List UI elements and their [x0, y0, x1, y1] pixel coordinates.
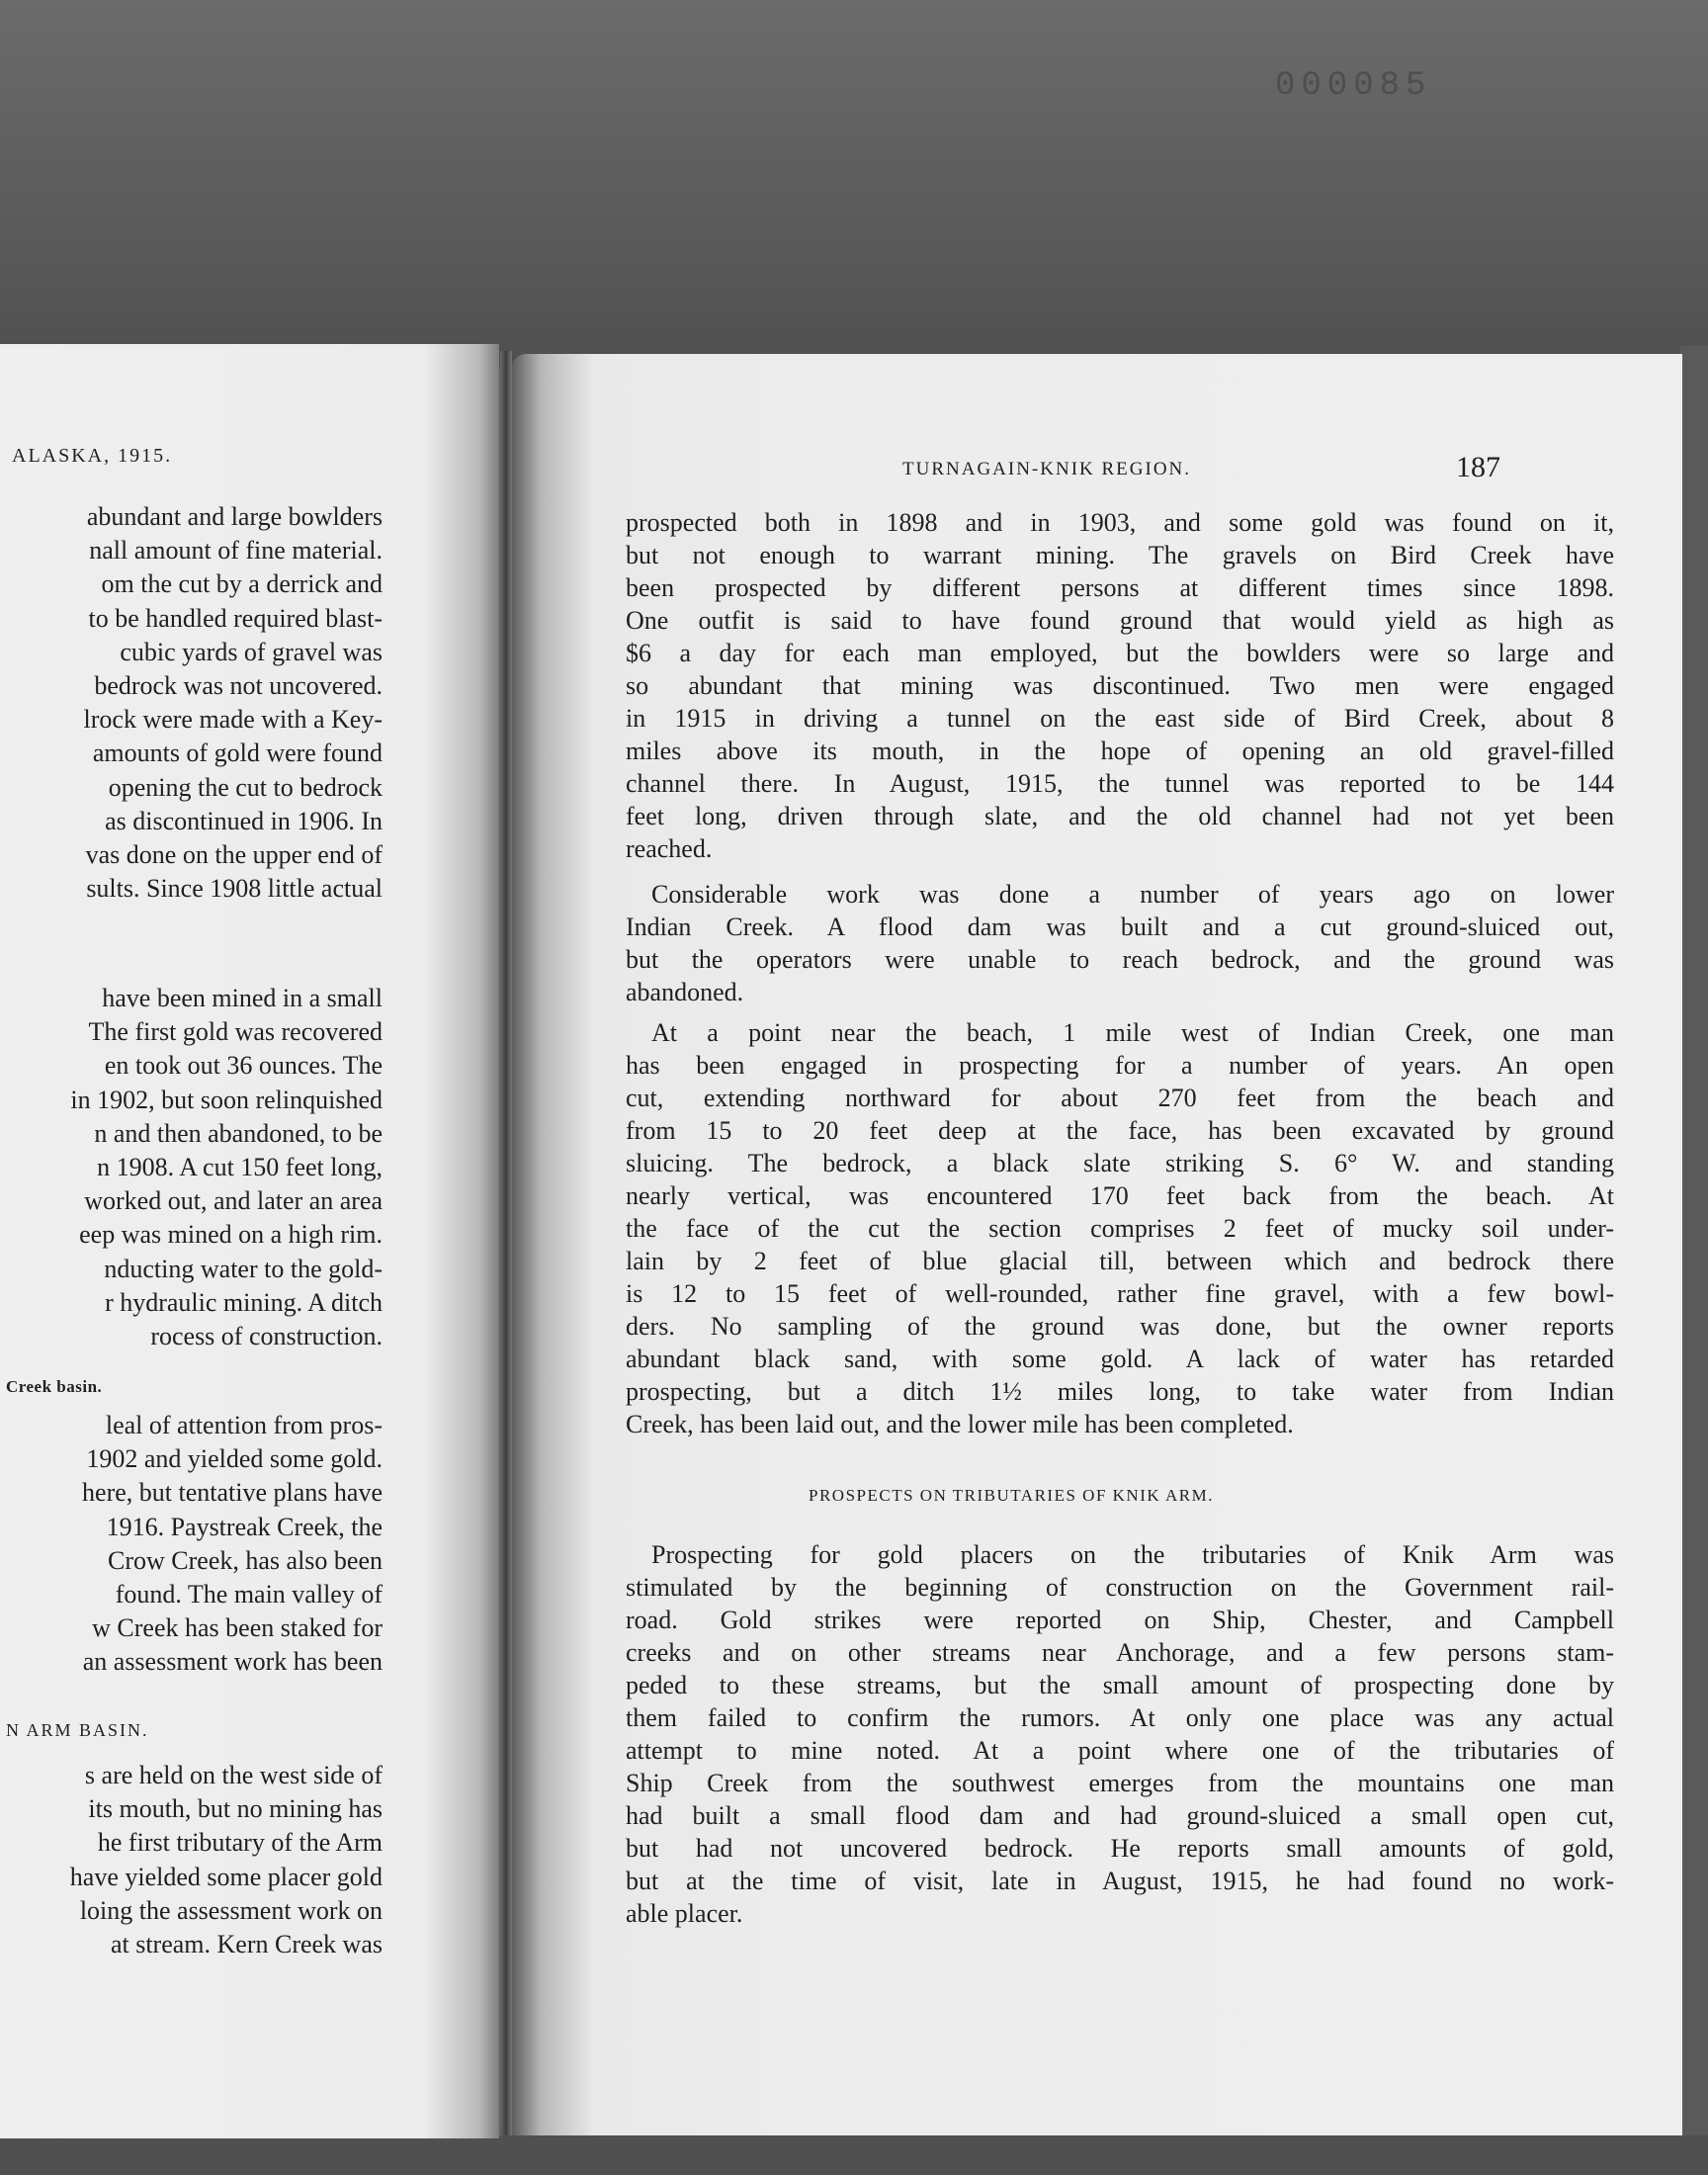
text-line: Prospecting for gold placers on the tributaries of Knik Arm was — [651, 1540, 1614, 1569]
left-text-line: amounts of gold were found — [92, 739, 383, 768]
text-line: prospecting, but a ditch 1½ miles long, to take water from Indian — [626, 1377, 1614, 1406]
left-text-line: have yielded some placer gold — [69, 1862, 383, 1891]
left-text-line: n 1908. A cut 150 feet long, — [97, 1153, 383, 1181]
text-line: but not enough to warrant mining. The gravels on Bird Creek have — [626, 541, 1614, 569]
text-line: creeks and on other streams near Anchorage, and a few persons stam- — [626, 1638, 1614, 1667]
text-line: been prospected by different persons at different times since 1898. — [626, 573, 1614, 602]
left-text-line: r hydraulic mining. A ditch — [105, 1287, 383, 1317]
text-line: but the operators were unable to reach bedrock, and the ground was — [626, 945, 1614, 974]
left-section-heading: N ARM BASIN. — [6, 1720, 149, 1740]
text-line: but had not uncovered bedrock. He reports small amounts of gold, — [626, 1834, 1614, 1863]
left-text-line: nducting water to the gold- — [104, 1254, 383, 1283]
left-text-line: n and then abandoned, to be — [94, 1118, 383, 1148]
left-text-line: bedrock was not uncovered. — [94, 671, 383, 700]
text-line: channel there. In August, 1915, the tunnel was reported to be 144 — [626, 769, 1614, 798]
left-text-line: en took out 36 ounces. The — [104, 1051, 383, 1081]
text-line: lain by 2 feet of blue glacial till, between which and bedrock there — [626, 1247, 1614, 1275]
text-line: reached. — [626, 834, 713, 863]
left-page — [0, 344, 499, 2138]
text-line: One outfit is said to have found ground that would yield as high as — [626, 606, 1614, 635]
text-line: nearly vertical, was encountered 170 feet back from the beach. At — [626, 1181, 1614, 1210]
paragraph-bird-creek — [626, 506, 1614, 865]
left-text-line: here, but tentative plans have — [82, 1478, 383, 1508]
text-line: is 12 to 15 feet of well-rounded, rather fine gravel, with a few bowl- — [626, 1279, 1614, 1308]
left-text-line: he first tributary of the Arm — [97, 1828, 383, 1858]
text-line: so abundant that mining was discontinued. Two men were engaged — [626, 671, 1614, 700]
text-line: prospected both in 1898 and in 1903, and some gold was found on it, — [626, 508, 1614, 537]
text-line: At a point near the beach, 1 mile west of Indian Creek, one man — [651, 1018, 1614, 1047]
left-text-line: eep was mined on a high rim. — [79, 1220, 383, 1250]
left-text-line: lrock were made with a Key- — [83, 705, 383, 735]
left-text-line: in 1902, but soon relinquished — [70, 1085, 383, 1114]
left-text-line: w Creek has been staked for — [92, 1613, 383, 1643]
paragraph-knik-arm — [626, 1538, 1614, 1930]
text-line: cut, extending northward for about 270 feet from the beach and — [626, 1084, 1614, 1112]
scanner-background-right — [1680, 346, 1708, 2135]
text-line: miles above its mouth, in the hope of opening an old gravel-filled — [626, 737, 1614, 765]
left-running-header: ALASKA, 1915. — [12, 445, 173, 467]
paragraph-indian-creek — [626, 878, 1614, 1008]
text-line: abundant black sand, with some gold. A lack of water has retarded — [626, 1345, 1614, 1373]
right-running-header: TURNAGAIN-KNIK REGION. — [902, 459, 1192, 479]
left-text-line: sults. Since 1908 little actual — [86, 874, 383, 904]
left-text-line: 1902 and yielded some gold. — [86, 1444, 383, 1474]
scanner-background-top — [0, 0, 1708, 368]
text-line: but at the time of visit, late in August, 1915, he had found no work- — [626, 1867, 1614, 1895]
left-text-line: Crow Creek, has also been — [108, 1545, 383, 1575]
text-line: $6 a day for each man employed, but the bowlders were so large and — [626, 639, 1614, 667]
left-text-line: 1916. Paystreak Creek, the — [106, 1512, 383, 1541]
text-line: feet long, driven through slate, and the old channel had not yet been — [626, 802, 1614, 830]
left-text-line: om the cut by a derrick and — [101, 569, 383, 599]
text-line: from 15 to 20 feet deep at the face, has been excavated by ground — [626, 1116, 1614, 1145]
text-line: peded to these streams, but the small amount of prospecting done by — [626, 1671, 1614, 1699]
text-line: them failed to confirm the rumors. At only one place was any actual — [626, 1703, 1614, 1732]
text-line: stimulated by the beginning of construction on the Government rail- — [626, 1573, 1614, 1602]
page-number: 187 — [1456, 451, 1500, 483]
left-text-line: abundant and large bowlders — [86, 502, 383, 531]
left-subheading: Creek basin. — [6, 1377, 103, 1396]
text-line: Creek, has been laid out, and the lower mile has been completed. — [626, 1410, 1294, 1438]
left-text-line: leal of attention from pros- — [105, 1411, 383, 1439]
left-text-line: to be handled required blast- — [88, 603, 383, 633]
left-text-line: opening the cut to bedrock — [108, 772, 383, 802]
left-text-line: vas done on the upper end of — [85, 840, 383, 869]
book-gutter — [500, 351, 512, 2135]
right-page — [512, 354, 1682, 2135]
paragraph-beach-prospect — [626, 1016, 1614, 1440]
text-line: abandoned. — [626, 978, 744, 1006]
text-line: has been engaged in prospecting for a number of years. An open — [626, 1051, 1614, 1080]
left-text-line: have been mined in a small — [102, 984, 383, 1012]
text-line: ders. No sampling of the ground was done, but the owner reports — [626, 1312, 1614, 1341]
left-text-line: an assessment work has been — [82, 1647, 383, 1677]
text-line: Indian Creek. A flood dam was built and a cut ground-sluiced out, — [626, 913, 1614, 941]
text-line: Considerable work was done a number of years ago on lower — [651, 880, 1614, 909]
text-line: Ship Creek from the southwest emerges from the mountains one man — [626, 1769, 1614, 1797]
left-text-line: its mouth, but no mining has — [88, 1794, 383, 1824]
left-text-line: The first gold was recovered — [88, 1017, 383, 1047]
left-text-line: found. The main valley of — [115, 1580, 383, 1609]
left-text-line: as discontinued in 1906. In — [105, 806, 383, 835]
left-text-line: loing the assessment work on — [79, 1895, 383, 1925]
text-line: able placer. — [626, 1899, 743, 1928]
left-text-line: rocess of construction. — [150, 1322, 383, 1350]
text-line: had built a small flood dam and had ground-sluiced a small open cut, — [626, 1801, 1614, 1830]
text-line: in 1915 in driving a tunnel on the east side of Bird Creek, about 8 — [626, 704, 1614, 733]
left-text-line: worked out, and later an area — [84, 1186, 383, 1216]
scan-stamp: 000085 — [1275, 67, 1432, 105]
text-line: attempt to mine noted. At a point where one of the tributaries of — [626, 1736, 1614, 1765]
text-line: sluicing. The bedrock, a black slate striking S. 6° W. and standing — [626, 1149, 1614, 1177]
left-text-line: cubic yards of gravel was — [120, 637, 383, 666]
left-text-line: at stream. Kern Creek was — [110, 1930, 383, 1958]
text-line: the face of the cut the section comprises 2 feet of mucky soil under- — [626, 1214, 1614, 1243]
scanner-background-bottom — [0, 2135, 1708, 2175]
section-heading: PROSPECTS ON TRIBUTARIES OF KNIK ARM. — [809, 1486, 1214, 1505]
left-text-line: s are held on the west side of — [84, 1761, 383, 1789]
left-text-line: nall amount of fine material. — [89, 536, 383, 566]
text-line: road. Gold strikes were reported on Ship, Chester, and Campbell — [626, 1606, 1614, 1634]
